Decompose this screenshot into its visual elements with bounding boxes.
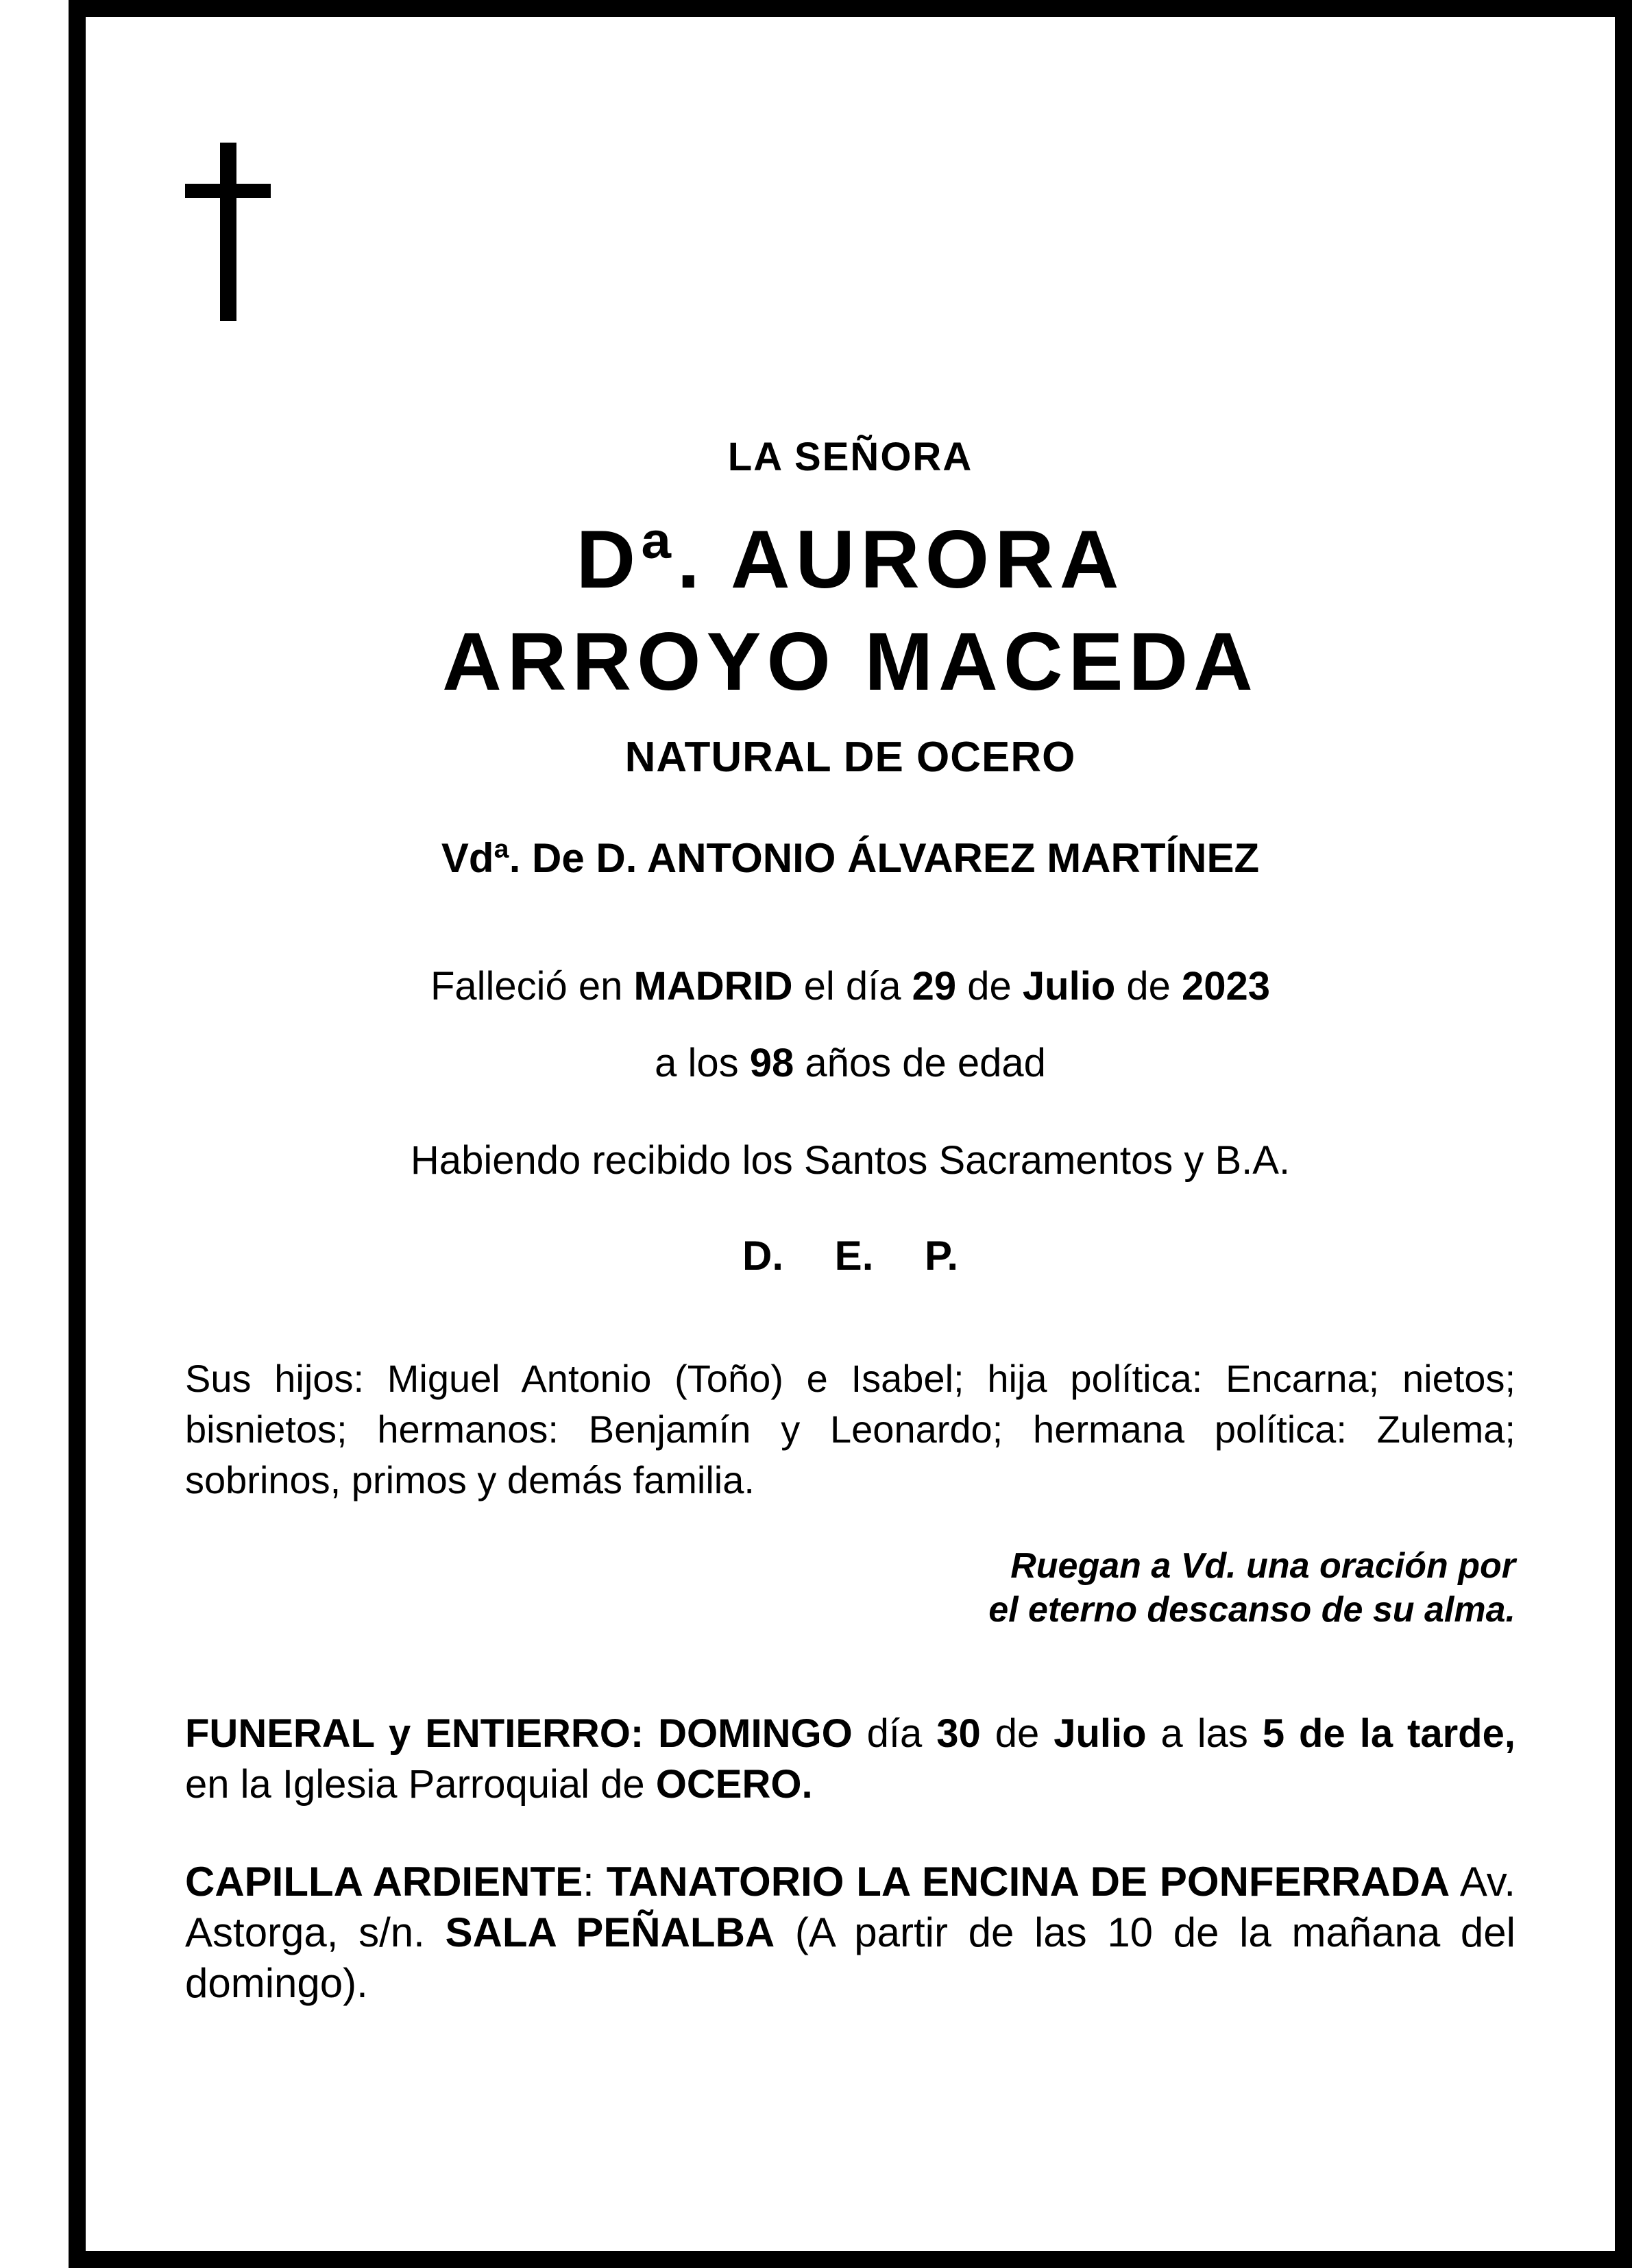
funeral-mid1: día [852,1711,937,1756]
family-paragraph: Sus hijos: Miguel Antonio (Toño) e Isabel; hija política: Encarna; nietos; bisnietos; hermanos: Benjamín y Leonardo; hermana política: Zulema; sobrinos, primos y demás familia. [185,1356,1515,1501]
funeral-time: 5 de la tarde, [1262,1711,1515,1756]
death-line [185,963,1515,1009]
capilla-sala: SALA PEÑALBA [445,1909,775,1955]
funeral-paragraph [185,1709,1515,1810]
page-frame [69,0,1632,2268]
funeral-head: FUNERAL y ENTIERRO: DOMINGO [185,1711,853,1756]
death-mid2: de [956,963,1023,1009]
sacraments-line: Habiendo recibido los Santos Sacramentos y B.A. [410,1137,1291,1183]
capilla-colon: : [583,1858,607,1905]
death-mid1: el día [792,963,912,1009]
funeral-month: Julio [1054,1711,1147,1756]
dep-line: D. E. P. [742,1232,958,1279]
funeral-church: OCERO. [655,1761,813,1807]
deceased-name-line1: Dª. AURORA [576,514,1125,605]
funeral-mid4: en la Iglesia Parroquial de [185,1761,656,1807]
cross-icon [185,143,271,321]
death-pre: Falleció en [430,963,634,1009]
deceased-name [185,509,1515,713]
honorific: LA SEÑORA [727,435,973,479]
capilla-address: Av. Astorga, s/n. [185,1858,1516,1955]
age-pre: a los [655,1040,750,1085]
prayer-block [185,1544,1515,1632]
prayer-line2: el eterno descanso de su alma. [988,1589,1515,1630]
prayer-line1: Ruegan a Vd. una oración por [1010,1545,1515,1586]
deceased-name-line2: ARROYO MACEDA [442,615,1258,708]
death-city: MADRID [633,963,793,1009]
death-mid3: de [1115,963,1182,1009]
age-years: 98 [749,1040,794,1085]
capilla-head: CAPILLA ARDIENTE [185,1858,583,1905]
capilla-place: TANATORIO LA ENCINA DE PONFERRADA [606,1858,1450,1905]
funeral-mid2: de [980,1711,1054,1756]
death-year: 2023 [1182,963,1271,1009]
capilla-tail: (A partir de las 10 de la mañana del domingo). [185,1909,1515,2006]
death-month: Julio [1022,963,1116,1009]
esquela-content [86,143,1615,2009]
widow-line: Vdª. De D. ANTONIO ÁLVAREZ MARTÍNEZ [441,834,1260,881]
age-line [185,1040,1515,1085]
funeral-mid3: a las [1146,1711,1263,1756]
capilla-paragraph [185,1857,1515,2009]
origin-line: NATURAL DE OCERO [624,733,1076,781]
age-post: años de edad [794,1040,1046,1085]
funeral-day: 30 [936,1711,981,1756]
death-day: 29 [912,963,957,1009]
